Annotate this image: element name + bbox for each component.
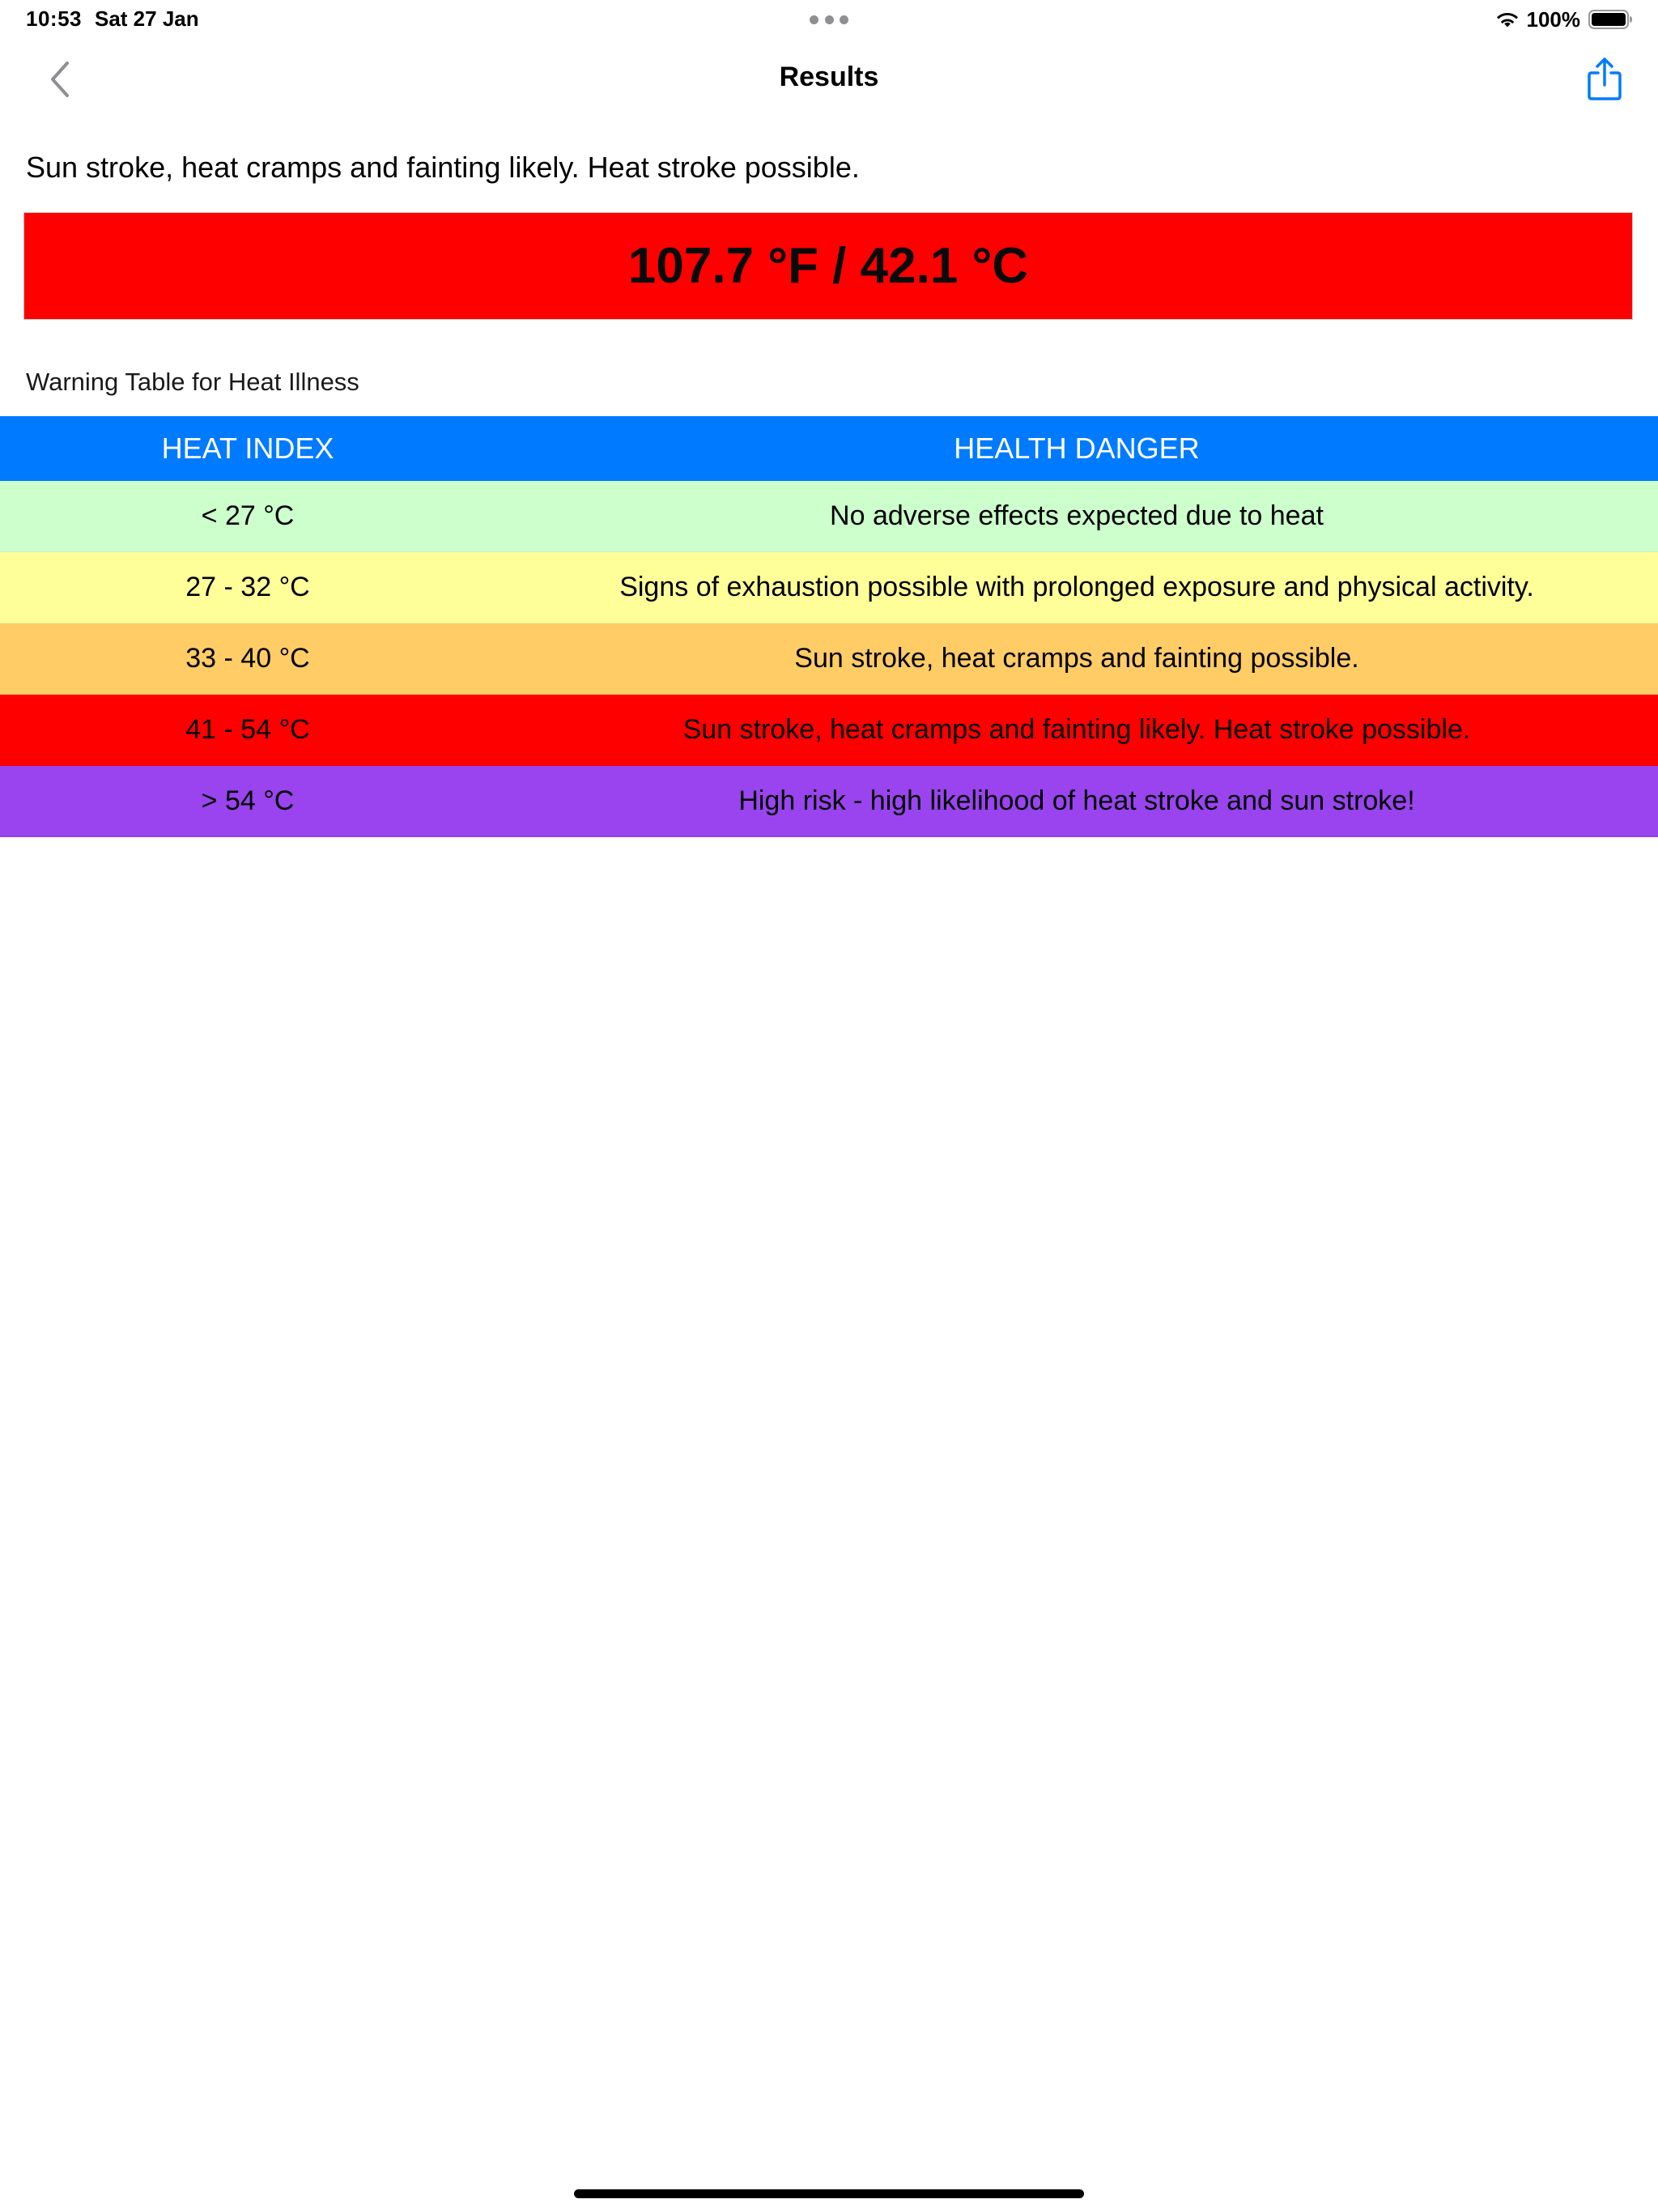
- table-row: [0, 695, 1658, 766]
- health-danger-cell: High risk - high likelihood of heat stroke and sun stroke!: [738, 785, 1415, 816]
- table-row: [0, 766, 1658, 837]
- table-row: [0, 552, 1658, 623]
- heat-index-cell: > 54 °C: [201, 785, 295, 816]
- heat-index-cell: 27 - 32 °C: [185, 572, 310, 602]
- warning-table: [0, 416, 1658, 837]
- column-header-heat-index: HEAT INDEX: [161, 432, 334, 465]
- table-caption: Warning Table for Heat Illness: [26, 368, 359, 396]
- home-indicator[interactable]: [574, 2189, 1084, 2198]
- navigation-bar: [0, 39, 1658, 120]
- table-row: [0, 623, 1658, 695]
- status-indicators: [1494, 5, 1635, 34]
- heat-index-cell: < 27 °C: [201, 500, 295, 531]
- heat-index-cell: 33 - 40 °C: [185, 643, 310, 674]
- heat-index-cell: 41 - 54 °C: [185, 714, 310, 745]
- health-danger-cell: Signs of exhaustion possible with prolonged exposure and physical activity.: [619, 572, 1534, 602]
- result-summary: Sun stroke, heat cramps and fainting likely. Heat stroke possible.: [26, 151, 860, 184]
- result-box: [23, 212, 1633, 320]
- health-danger-cell: Sun stroke, heat cramps and fainting possible.: [794, 643, 1359, 674]
- table-header: [0, 416, 1658, 481]
- battery-percentage: 100%: [1526, 6, 1580, 32]
- wifi-icon: [1494, 10, 1520, 29]
- table-row: [0, 481, 1658, 552]
- status-time: 10:53: [26, 6, 82, 31]
- page-title: Results: [779, 62, 879, 92]
- status-date: Sat 27 Jan: [95, 6, 199, 31]
- share-button[interactable]: [1580, 55, 1629, 104]
- health-danger-cell: No adverse effects expected due to heat: [830, 500, 1324, 531]
- heat-index-value: 107.7 °F / 42.1 °C: [627, 238, 1029, 294]
- battery-icon: [1588, 9, 1634, 30]
- share-icon: [1587, 57, 1622, 101]
- multitasking-dots-icon[interactable]: [810, 15, 848, 24]
- health-danger-cell: Sun stroke, heat cramps and fainting likely. Heat stroke possible.: [682, 714, 1471, 745]
- status-bar: [0, 0, 1658, 39]
- column-header-health-danger: HEALTH DANGER: [954, 432, 1200, 465]
